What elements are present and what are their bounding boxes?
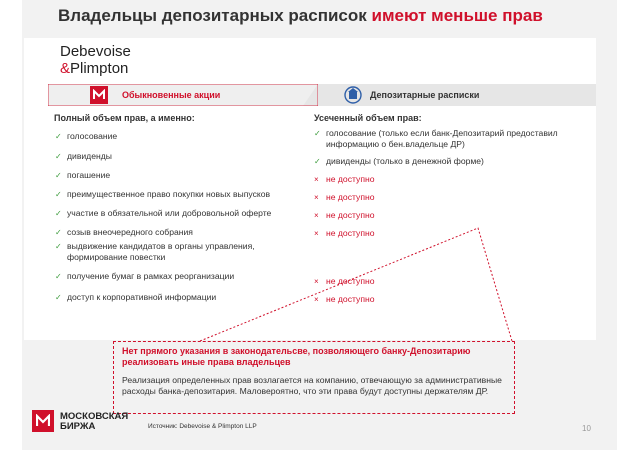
check-icon: ✓	[55, 293, 62, 302]
list-item: ✓ участие в обязательной или добровольной оферте	[55, 208, 272, 218]
cross-icon: ×	[314, 175, 319, 184]
list-item: ✓ дивиденды (только в денежной форме)	[314, 156, 484, 166]
cross-icon: ×	[314, 229, 319, 238]
cross-icon: ×	[314, 277, 319, 286]
list-item: ✓ преимущественное право покупки новых выпусков	[55, 189, 271, 199]
callout-headline: Нет прямого указания в законодательсве, позволяющего банку-Депозитарию реализовать иные права владельцев	[122, 346, 471, 367]
brand-ampersand: &	[60, 60, 71, 77]
cross-icon: ×	[314, 211, 319, 220]
list-item: ✓ погашение	[55, 170, 111, 180]
brand-line1: Debevoise	[60, 43, 131, 60]
exchange-name: МОСКОВСКАЯ БИРЖА	[60, 411, 129, 432]
brand-line2: Plimpton	[70, 60, 129, 77]
list-item: ✓ созыв внеочередного собрания	[55, 227, 193, 237]
moex-logo-icon	[32, 410, 54, 432]
list-item: ✓ голосование	[55, 131, 118, 141]
check-icon: ✓	[55, 152, 62, 161]
callout-body: Реализация определенных прав возлагается на компанию, отвечающую за административные расходы банка-депозитария. Маловероятно, что эти права будут доступны держателям ДР.	[122, 375, 502, 396]
right-column-title: Усеченный объем прав:	[314, 113, 422, 123]
list-item: ✓ доступ к корпоративной информации	[55, 292, 217, 302]
check-icon: ✓	[55, 272, 62, 281]
list-item: × не доступно	[314, 294, 375, 304]
title-text: Владельцы депозитарных расписок	[58, 6, 372, 25]
list-item: × не доступно	[314, 228, 375, 238]
title-accent: имеют меньше прав	[371, 6, 543, 25]
check-icon: ✓	[55, 190, 62, 199]
check-icon: ✓	[55, 132, 62, 141]
check-icon: ✓	[55, 209, 62, 218]
list-item: × не доступно	[314, 276, 375, 286]
check-icon: ✓	[314, 157, 321, 166]
check-icon: ✓	[314, 129, 321, 138]
cross-icon: ×	[314, 295, 319, 304]
column-header-shares: Обыкновенные акции	[122, 90, 221, 100]
list-item: ✓ выдвижение кандидатов в органы управления, формирование повестки	[55, 241, 255, 262]
page-number: 10	[582, 424, 591, 433]
list-item: × не доступно	[314, 210, 375, 220]
check-icon: ✓	[55, 171, 62, 180]
check-icon: ✓	[55, 242, 62, 251]
left-column-title: Полный объем прав, а именно:	[54, 113, 195, 123]
list-item: × не доступно	[314, 192, 375, 202]
list-item: × не доступно	[314, 174, 375, 184]
list-item: ✓ голосование (только если банк-Депозитарий предоставил информацию о бен.владельце ДР)	[314, 128, 558, 149]
list-item: ✓ получение бумаг в рамках реорганизации	[55, 271, 235, 281]
check-icon: ✓	[55, 228, 62, 237]
list-item: ✓ дивиденды	[55, 151, 112, 161]
source-note: Источник: Debevoise & Plimpton LLP	[148, 423, 257, 430]
cross-icon: ×	[314, 193, 319, 202]
column-header-receipts: Депозитарные расписки	[370, 90, 480, 100]
